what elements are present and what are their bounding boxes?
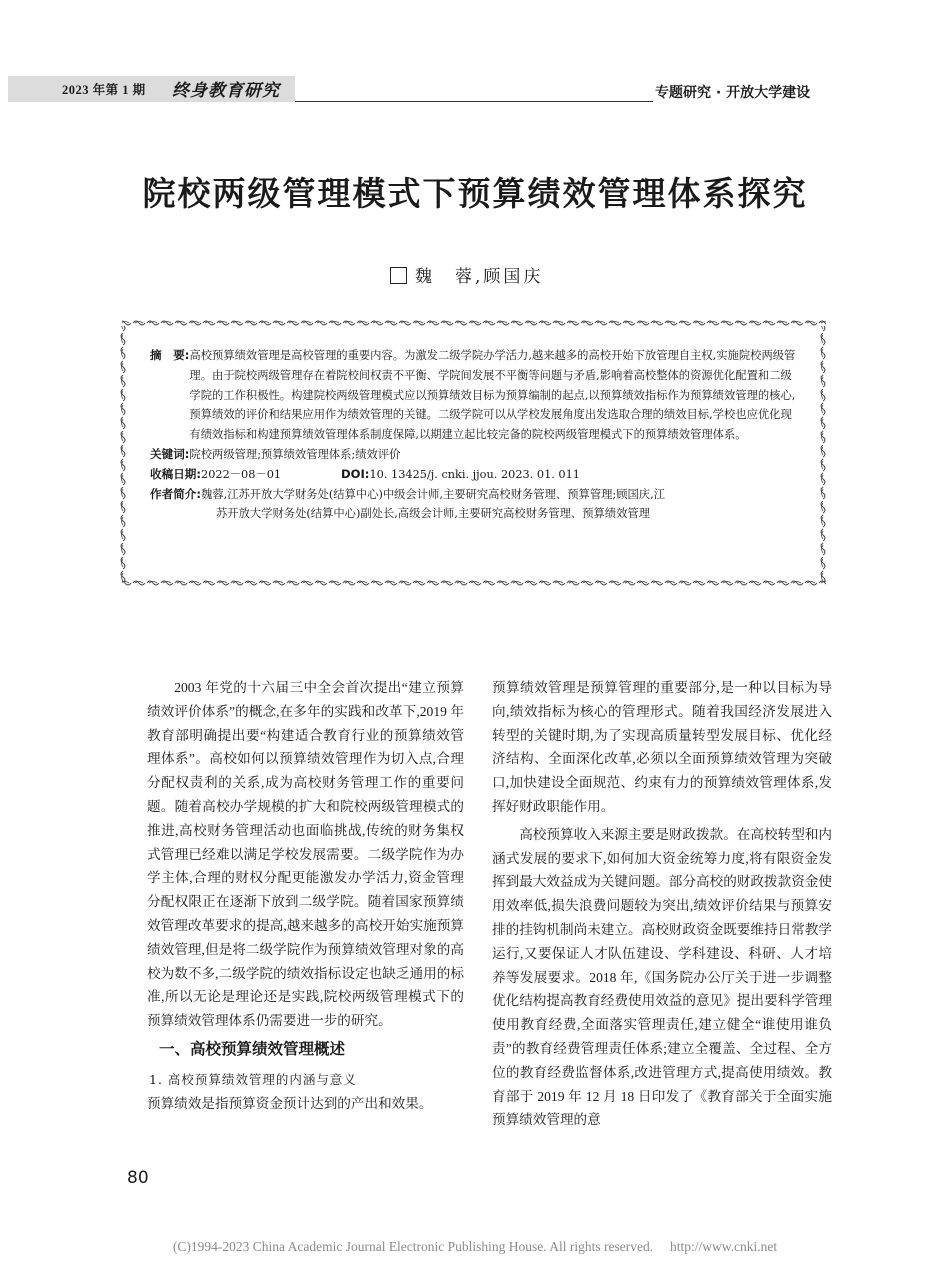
subsection-heading: 1. 高校预算绩效管理的内涵与意义 (149, 1071, 357, 1087)
summary-text: 高校预算绩效管理是高校管理的重要内容。为激发二级学院办学活力,越来越多的高校开始下放管理自主权,实施院校两级管理。由于院校两级管理存在着院校间权责不平衡、学院间发展不平衡等问题与矛盾,影响着高校整体的资源优化配置和二级学院的工作积极性。构建院校两级管理模式应以预算绩效目标为预算编制的起点,以预算绩效指标作为预算绩效管理的核心,预算绩效的评价和结果应用作为绩效管理的关键。二级学院可以从学校发展角度出发选取合理的绩效目标,学校也应优化现有绩效指标和构建预算绩效管理体系制度保障,以期建立起比较完备的院校两级管理模式下的预算绩效管理体系。 (189, 349, 796, 442)
copyright-footer: (C)1994-2023 China Academic Journal Electronic Publishing House. All rights reserved. http://www.cnki.net (172, 1239, 778, 1254)
abstract-summary (150, 346, 800, 445)
bio-text-line-1: 魏蓉,江苏开放大学财务处(结算中心)中级会计师,主要研究高校财务管理、预算管理;顾国庆,江 (201, 487, 665, 501)
issue-label: 2023 年第 1 期 (62, 83, 146, 97)
header-rule (295, 101, 653, 102)
received-text: 2022－08－01 (201, 467, 282, 481)
journal-logo: 终身教育研究 (172, 81, 280, 101)
doi-text: 10. 13425/j. cnki. jjou. 2023. 01. 011 (369, 467, 580, 481)
abstract-bio (150, 485, 800, 505)
summary-label: 摘 要: (150, 348, 190, 362)
abstract-received (150, 465, 800, 485)
section-heading: 一、高校预算绩效管理概述 (159, 1039, 346, 1058)
authors (390, 262, 543, 287)
page-number: 80 (127, 1168, 149, 1188)
author-names: 魏 蓉,顾国庆 (415, 267, 544, 287)
body-paragraph: 2003 年党的十六届三中全会首次提出“建立预算绩效评价体系”的概念,在多年的实践和改革下,2019 年教育部明确提出要“构建适合教育行业的预算绩效管理体系”。高校如何以预算绩效管理作为切入点,合理分配权责利的关系,成为高校财务管理工作的重要问题。随着高校办学规模的扩大和院校两级管理模式的推进,高校财务管理活动也面临挑战,传统的财务集权式管理已经难以满足学校发展需要。二级学院作为办学主体,合理的财权分配更能激发办学活力,资金管理分配权限正在逐渐下放到二级学院。随着国家预算绩效管理改革要求的提高,越来越多的高校开始实施预算绩效管理,但是将二级学院作为预算绩效管理对象的高校为数不多,二级学院的绩效指标设定也缺乏通用的标准,所以无论是理论还是实践,院校两级管理模式下的预算绩效管理体系仍需要进一步的研究。 (147, 680, 464, 1029)
right-column (492, 676, 832, 1132)
body-paragraph: 预算绩效管理是预算管理的重要部分,是一种以目标为导向,绩效指标为核心的管理形式。随着我国经济发展进入转型的关键时期,为了实现高质量转型发展目标、优化经济结构、全面深化改革,必须以全面预算绩效管理为突破口,加快建设全面规范、约束有力的预算绩效管理体系,发挥好财政职能作用。 (492, 680, 832, 814)
author-box-icon (390, 267, 407, 284)
doi-label: DOI: (341, 466, 370, 481)
bio-text-line-2: 苏开放大学财务处(结算中心)副处长,高级会计师,主要研究高校财务管理、预算绩效管理 (216, 507, 650, 521)
keywords-text: 院校两级管理;预算绩效管理体系;绩效评价 (189, 447, 401, 461)
received-label: 收稿日期: (150, 466, 202, 481)
bio-label: 作者简介: (150, 486, 202, 501)
abstract-block (150, 346, 800, 524)
body-paragraph: 预算绩效是指预算资金预计达到的产出和效果。 (147, 1095, 433, 1111)
keywords-label: 关键词: (150, 446, 190, 461)
left-column (147, 676, 464, 1115)
abstract-keywords (150, 445, 800, 465)
body-paragraph: 高校预算收入来源主要是财政拨款。在高校转型和内涵式发展的要求下,如何加大资金统筹力度,将有限资金发挥到最大效益成为关键问题。部分高校的财政拨款资金使用效率低,损失浪费问题较为突出,绩效评价结果与预算安排的挂钩机制尚未建立。高校财政资金既要维持日常教学运行,又要保证人才队伍建设、学科建设、科研、人才培养等发展要求。2018 年,《国务院办公厅关于进一步调整优化结构提高教育经费使用效益的意见》提出要科学管理使用教育经费,全面落实管理责任,建立健全“谁使用谁负责”的教育经费管理责任体系;建立全覆盖、全过程、全方位的教育经费监督体系,改进管理方式,提高使用绩效。教育部于 2019 年 12 月 18 日印发了《教育部关于全面实施预算绩效管理的意 (492, 826, 832, 1128)
article-title: 院校两级管理模式下预算绩效管理体系探究 (142, 174, 808, 213)
column-label: 专题研究 · 开放大学建设 (655, 85, 811, 101)
